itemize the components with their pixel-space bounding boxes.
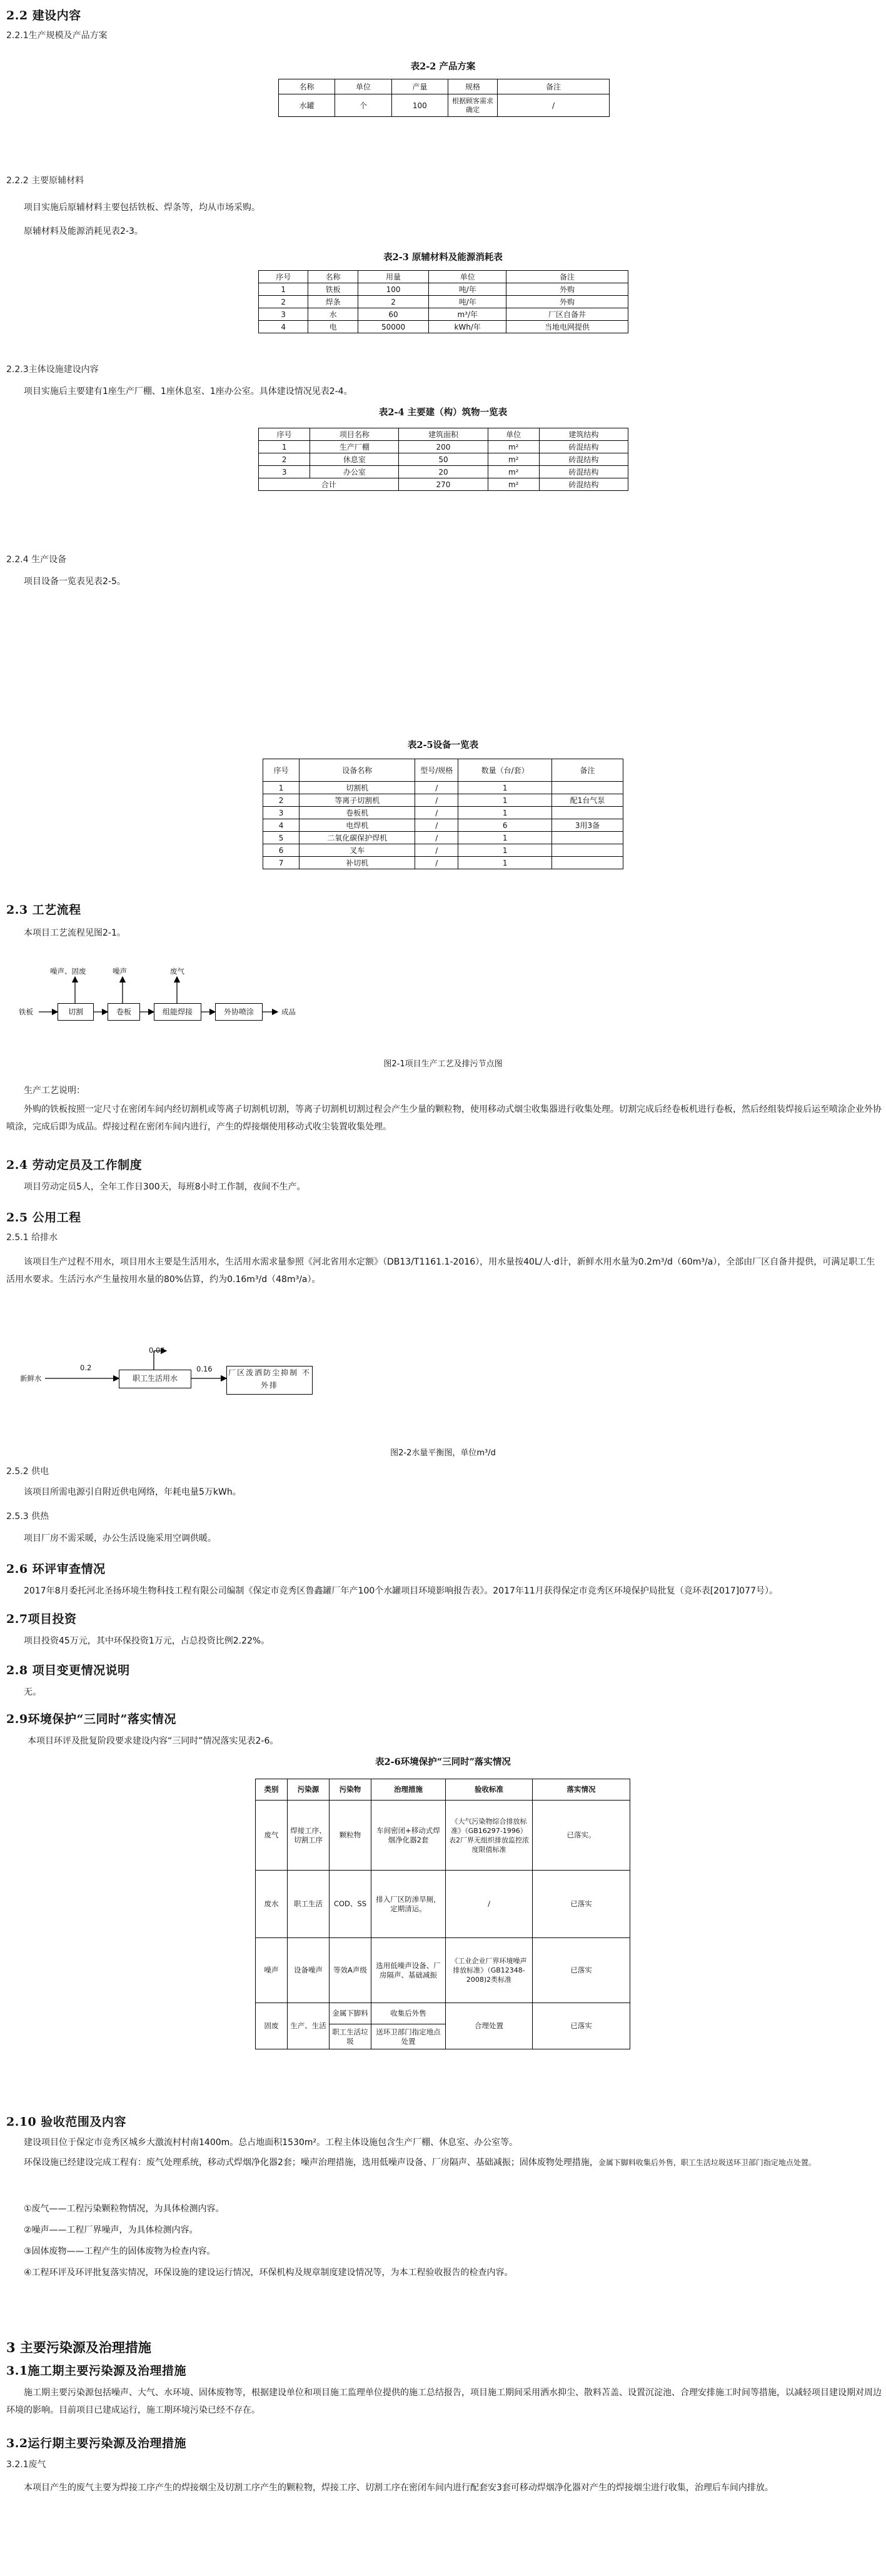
table-cell: 金属下脚料 [330, 2003, 371, 2024]
flow-step-cutting: 切割 [58, 1003, 94, 1021]
table-cell: 60 [358, 308, 429, 321]
heading-2-8: 2.8 项目变更情况说明 [6, 1664, 130, 1677]
table-cell: 颗粒物 [330, 1801, 371, 1871]
table-cell: 生产厂棚 [310, 441, 399, 453]
table-cell: 砖混结构 [539, 478, 628, 491]
paragraph: 建设项目位于保定市竞秀区城乡大激流村村南1400m。总占地面积1530m²。工程主体设施包含生产厂棚、休息室、办公室等。 [24, 2138, 518, 2148]
table-cell: 已落实。 [533, 1801, 630, 1871]
paragraph: 项目投资45万元，其中环保投资1万元，占总投资比例2.22%。 [24, 1636, 270, 1646]
table-header: 单位 [429, 271, 506, 283]
table-cell: 送环卫部门指定地点处置 [371, 2024, 446, 2049]
table-cell: m² [488, 441, 539, 453]
table-cell: 选用低噪声设备、厂房隔声、基础减振 [371, 1938, 446, 2003]
table-cell: 1 [259, 441, 310, 453]
water-sink-box: 厂区泼洒防尘抑制 不外排 [226, 1366, 313, 1395]
heading-3-1: 3.1施工期主要污染源及治理措施 [6, 2364, 187, 2378]
table-cell: 1 [458, 807, 552, 819]
table-header: 产量 [391, 79, 448, 94]
table-header: 序号 [259, 428, 310, 441]
heading-2-2-3: 2.2.3主体设施建设内容 [6, 365, 99, 375]
table-cell: 设备噪声 [288, 1938, 330, 2003]
water-use-box: 职工生活用水 [119, 1370, 191, 1388]
list-item: ③固体废物——工程产生的固体废物为检查内容。 [24, 2246, 216, 2256]
table-cell: 砖混结构 [539, 466, 628, 478]
table-cell: 废气 [256, 1801, 288, 1871]
heading-2-4: 2.4 劳动定员及工作制度 [6, 1158, 143, 1172]
table-cell: 6 [263, 844, 300, 857]
heading-2-5-3: 2.5.3 供热 [6, 1512, 49, 1522]
table-header: 名称 [279, 79, 335, 94]
table-cell: 噪声 [256, 1938, 288, 2003]
table-header: 验收标准 [446, 1779, 533, 1801]
table-cell: 已落实 [533, 2003, 630, 2049]
flow-arrows [0, 963, 325, 1038]
paragraph: 该项目生产过程不用水，项目用水主要是生活用水，生活用水需求量参照《河北省用水定额》（DB13/T1161.1-2016），用水量按40L/人·d计，新鲜水用水量为0.2m³/d（60m³/a），全部由厂区自备井提供，可满足职工生活用水要求。生活污水产生量按用水量的80%估算，约为0.16m³/d（48m³/a）。 [6, 1257, 875, 1285]
table-2-3-caption: 表2-3 原辅材料及能源消耗表 [383, 252, 503, 263]
table-cell: / [415, 782, 458, 794]
table-cell: 1 [458, 844, 552, 857]
table-cell: 水罐 [279, 94, 335, 117]
table-cell: 4 [263, 819, 300, 832]
table-header: 类别 [256, 1779, 288, 1801]
table-cell: 水 [308, 308, 358, 321]
table-cell: m³/年 [429, 308, 506, 321]
figure-2-1-caption: 图2-1项目生产工艺及排污节点图 [383, 1059, 503, 1069]
paragraph: 外购的铁板按照一定尺寸在密闭车间内经切割机或等离子切割机切割，等离子切割机切割过程会产生少量的颗粒物，使用移动式烟尘收集器进行收集处理。切割完成后经卷板机进行卷板，然后经组装焊接后运至喷涂企业外协喷涂，完成后即为成品。焊接过程在密闭车间内进行，产生的焊接烟使用移动式收尘装置收集处理。 [6, 1104, 882, 1132]
paragraph: 2017年8月委托河北圣扬环境生物科技工程有限公司编制《保定市竞秀区鲁鑫罐厂年产100个水罐项目环境影响报告表》。2017年11月获得保定市竞秀区环境保护局批复（竞环表[2017]077号）。 [24, 1586, 778, 1596]
table-cell: / [415, 819, 458, 832]
table-cell: 补切机 [300, 857, 415, 869]
table-cell: m² [488, 453, 539, 466]
table-2-5 [263, 759, 623, 869]
table-header: 数量（台/套） [458, 759, 552, 782]
table-cell: 铁板 [308, 283, 358, 296]
table-cell: 个 [335, 94, 391, 117]
paragraph: 项目劳动定员5人，全年工作日300天，每班8小时工作制，夜间不生产。 [24, 1182, 306, 1192]
table-cell: 20 [399, 466, 488, 478]
table-cell: 270 [399, 478, 488, 491]
table-cell: 废水 [256, 1871, 288, 1938]
table-header: 项目名称 [310, 428, 399, 441]
paragraph: 原辅材料及能源消耗见表2-3。 [24, 226, 143, 236]
flow-emission-noise-waste: 噪声、固废 [50, 967, 86, 976]
paragraph [6, 2154, 882, 2171]
table-cell: 《大气污染物综合排放标准》（GB16297-1996）表2厂界无组织排放监控浓度限值标准 [446, 1801, 533, 1871]
heading-3-2: 3.2运行期主要污染源及治理措施 [6, 2437, 187, 2450]
heading-2-2: 2.2 建设内容 [6, 9, 81, 23]
table-cell: 叉车 [300, 844, 415, 857]
paragraph: 本项目工艺流程见图2-1。 [24, 928, 126, 938]
flow-step-rolling: 卷板 [108, 1003, 140, 1021]
table-cell: / [415, 857, 458, 869]
table-cell: 当地电网提供 [506, 321, 628, 333]
water-source: 新鲜水 [20, 1374, 42, 1383]
table-cell: 6 [458, 819, 552, 832]
table-cell: 吨/年 [429, 296, 506, 308]
heading-2-2-1: 2.2.1生产规模及产品方案 [6, 31, 108, 41]
table-cell: 切割机 [300, 782, 415, 794]
table-cell: 办公室 [310, 466, 399, 478]
table-cell: m² [488, 466, 539, 478]
table-cell: 电焊机 [300, 819, 415, 832]
table-cell: 1 [458, 794, 552, 807]
table-cell: 配1台气泵 [552, 794, 623, 807]
table-2-3 [258, 270, 628, 333]
water-in-value: 0.2 [80, 1363, 92, 1372]
table-cell: 根据顾客需求确定 [448, 94, 498, 117]
table-cell: COD、SS [330, 1871, 371, 1938]
table-header: 单位 [488, 428, 539, 441]
water-out-value: 0.16 [196, 1365, 213, 1373]
table-cell: 3用3备 [552, 819, 623, 832]
table-header: 备注 [498, 79, 610, 94]
paragraph: 生产工艺说明： [24, 1086, 85, 1096]
table-2-6-caption: 表2-6环境保护“三同时”落实情况 [375, 1757, 511, 1767]
table-header: 落实情况 [533, 1779, 630, 1801]
table-cell: 吨/年 [429, 283, 506, 296]
table-cell: / [498, 94, 610, 117]
paragraph: 本项目产生的废气主要为焊接工序产生的焊接烟尘及切割工序产生的颗粒物，焊接工序、切割工序在密闭车间内进行配套安3套可移动焊烟净化器对产生的焊接烟尘进行收集，治理后车间内排放。 [24, 2483, 773, 2493]
heading-2-5-2: 2.5.2 供电 [6, 1467, 49, 1477]
table-header: 序号 [263, 759, 300, 782]
flow-step-welding: 组能焊接 [154, 1003, 201, 1021]
paragraph: 项目实施后主要建有1座生产厂棚、1座休息室、1座办公室。具体建设情况见表2-4。 [24, 386, 353, 397]
table-cell: 2 [263, 794, 300, 807]
flow-emission-gas: 废气 [170, 967, 184, 976]
table-cell: 车间密闭+移动式焊烟净化器2套 [371, 1801, 446, 1871]
list-item: ④工程环评及环评批复落实情况，环保设施的建设运行情况，环保机构及规章制度建设情况等，为本工程验收报告的检查内容。 [24, 2268, 513, 2278]
table-header: 规格 [448, 79, 498, 94]
table-cell: 生产、生活 [288, 2003, 330, 2049]
table-cell: 4 [259, 321, 308, 333]
paragraph-part-small: 金属下脚料收集后外售，职工生活垃圾送环卫部门指定地点处置。 [598, 2158, 816, 2167]
table-cell: 收集后外售 [371, 2003, 446, 2024]
table-cell: 职工生活 [288, 1871, 330, 1938]
table-cell: m² [488, 478, 539, 491]
flow-emission-noise: 噪声 [113, 967, 127, 976]
table-cell: 电 [308, 321, 358, 333]
table-cell: / [415, 807, 458, 819]
table-cell: 焊条 [308, 296, 358, 308]
table-header: 单位 [335, 79, 391, 94]
table-cell: 等效A声级 [330, 1938, 371, 2003]
heading-2-2-2: 2.2.2 主要原辅材料 [6, 176, 84, 186]
table-cell: 已落实 [533, 1871, 630, 1938]
table-cell: 1 [458, 832, 552, 844]
table-header: 序号 [259, 271, 308, 283]
heading-2-3: 2.3 工艺流程 [6, 903, 81, 917]
table-cell: 2 [259, 453, 310, 466]
table-cell: / [415, 844, 458, 857]
table-header: 污染源 [288, 1779, 330, 1801]
table-cell: / [415, 832, 458, 844]
paragraph: 该项目所需电源引自附近供电网络，年耗电量5万kWh。 [24, 1487, 241, 1497]
paragraph: 项目设备一览表见表2-5。 [24, 577, 126, 587]
table-cell: 7 [263, 857, 300, 869]
table-cell: 外购 [506, 296, 628, 308]
table-cell: 固废 [256, 2003, 288, 2049]
table-header: 建筑结构 [539, 428, 628, 441]
table-cell: 砖混结构 [539, 441, 628, 453]
table-2-4 [258, 428, 628, 491]
water-loss-value: 0.04 [149, 1346, 165, 1355]
figure-2-2-caption: 图2-2水量平衡图，单位m³/d [390, 1448, 496, 1458]
table-header: 用量 [358, 271, 429, 283]
heading-3: 3 主要污染源及治理措施 [6, 2340, 151, 2355]
table-cell: 100 [358, 283, 429, 296]
table-header: 备注 [552, 759, 623, 782]
table-cell: / [446, 1871, 533, 1938]
table-cell: 200 [399, 441, 488, 453]
table-cell: 职工生活垃圾 [330, 2024, 371, 2049]
table-header: 备注 [506, 271, 628, 283]
table-header: 名称 [308, 271, 358, 283]
paragraph-part: 环保设施已经建设完成工程有：废气处理系统，移动式焊烟净化器2套；噪声治理措施，选用低噪声设备、厂房隔声、基础减振；固体废物处理措施， [24, 2158, 598, 2168]
table-2-2-caption: 表2-2 产品方案 [410, 61, 476, 72]
heading-2-5-1: 2.5.1 给排水 [6, 1233, 58, 1243]
table-cell [552, 782, 623, 794]
table-header: 治理措施 [371, 1779, 446, 1801]
paragraph: 项目实施后原辅材料主要包括铁板、焊条等，均从市场采购。 [24, 203, 260, 213]
heading-2-6: 2.6 环评审查情况 [6, 1562, 106, 1576]
paragraph: 无。 [24, 1687, 41, 1697]
list-item: ①废气——工程污染颗粒物情况，为具体检测内容。 [24, 2204, 224, 2214]
table-cell [552, 832, 623, 844]
table-cell: 1 [458, 857, 552, 869]
paragraph: 施工期主要污染源包括噪声、大气、水环境、固体废物等，根据建设单位和项目施工监理单位提供的施工总结报告，项目施工期间采用洒水抑尘、散料苫盖、设置沉淀池、合理安排施工时间等措施，以减轻项目建设期对周边环境的影响。目前项目已建成运行，施工期环境污染已经不存在。 [6, 2388, 882, 2415]
heading-3-2-1: 3.2.1废气 [6, 2460, 46, 2470]
table-header: 建筑面积 [399, 428, 488, 441]
table-cell: / [415, 794, 458, 807]
table-cell: 外购 [506, 283, 628, 296]
table-cell: 排入厂区防渗旱厕，定期清运。 [371, 1871, 446, 1938]
flow-step-painting: 外协喷涂 [215, 1003, 263, 1021]
table-cell: 二氧化碳保护焊机 [300, 832, 415, 844]
table-cell: 已落实 [533, 1938, 630, 2003]
table-2-4-caption: 表2-4 主要建（构）筑物一览表 [378, 407, 508, 418]
heading-2-9: 2.9环境保护“三同时”落实情况 [6, 1712, 176, 1726]
table-cell [552, 807, 623, 819]
table-cell: 100 [391, 94, 448, 117]
table-cell: 3 [263, 807, 300, 819]
table-cell: 卷板机 [300, 807, 415, 819]
paragraph: 本项目环评及批复阶段要求建设内容“三同时”情况落实见表2-6。 [28, 1736, 279, 1746]
table-cell: 合计 [259, 478, 399, 491]
paragraph: 项目厂房不需采暖，办公生活设施采用空调供暖。 [24, 1533, 216, 1543]
heading-2-2-4: 2.2.4 生产设备 [6, 555, 67, 565]
heading-2-7: 2.7项目投资 [6, 1612, 77, 1626]
flow-input: 铁板 [19, 1008, 33, 1016]
table-2-6 [255, 1779, 630, 2049]
table-cell [552, 844, 623, 857]
table-header: 型号/规格 [415, 759, 458, 782]
table-cell: 厂区自备井 [506, 308, 628, 321]
table-cell: 5 [263, 832, 300, 844]
heading-2-10: 2.10 验收范围及内容 [6, 2115, 126, 2129]
table-cell: 2 [358, 296, 429, 308]
heading-2-5: 2.5 公用工程 [6, 1211, 81, 1225]
table-cell: 1 [259, 283, 308, 296]
table-cell: 3 [259, 466, 310, 478]
table-cell: 焊接工序、切割工序 [288, 1801, 330, 1871]
table-cell: 《工业企业厂界环境噪声排放标准》（GB12348-2008)2类标准 [446, 1938, 533, 2003]
flow-output: 成品 [281, 1008, 296, 1016]
table-2-5-caption: 表2-5设备一览表 [407, 740, 479, 750]
list-item: ②噪声——工程厂界噪声，为具体检测内容。 [24, 2225, 198, 2235]
table-cell: 1 [263, 782, 300, 794]
table-cell: 合理处置 [446, 2003, 533, 2049]
table-cell: 2 [259, 296, 308, 308]
table-cell: 休息室 [310, 453, 399, 466]
table-cell: 3 [259, 308, 308, 321]
table-cell: 砖混结构 [539, 453, 628, 466]
table-cell: 1 [458, 782, 552, 794]
table-header: 设备名称 [300, 759, 415, 782]
table-cell: 等离子切割机 [300, 794, 415, 807]
table-cell [552, 857, 623, 869]
table-cell: kWh/年 [429, 321, 506, 333]
table-cell: 50 [399, 453, 488, 466]
table-header: 污染物 [330, 1779, 371, 1801]
table-2-2 [278, 79, 610, 117]
table-cell: 50000 [358, 321, 429, 333]
